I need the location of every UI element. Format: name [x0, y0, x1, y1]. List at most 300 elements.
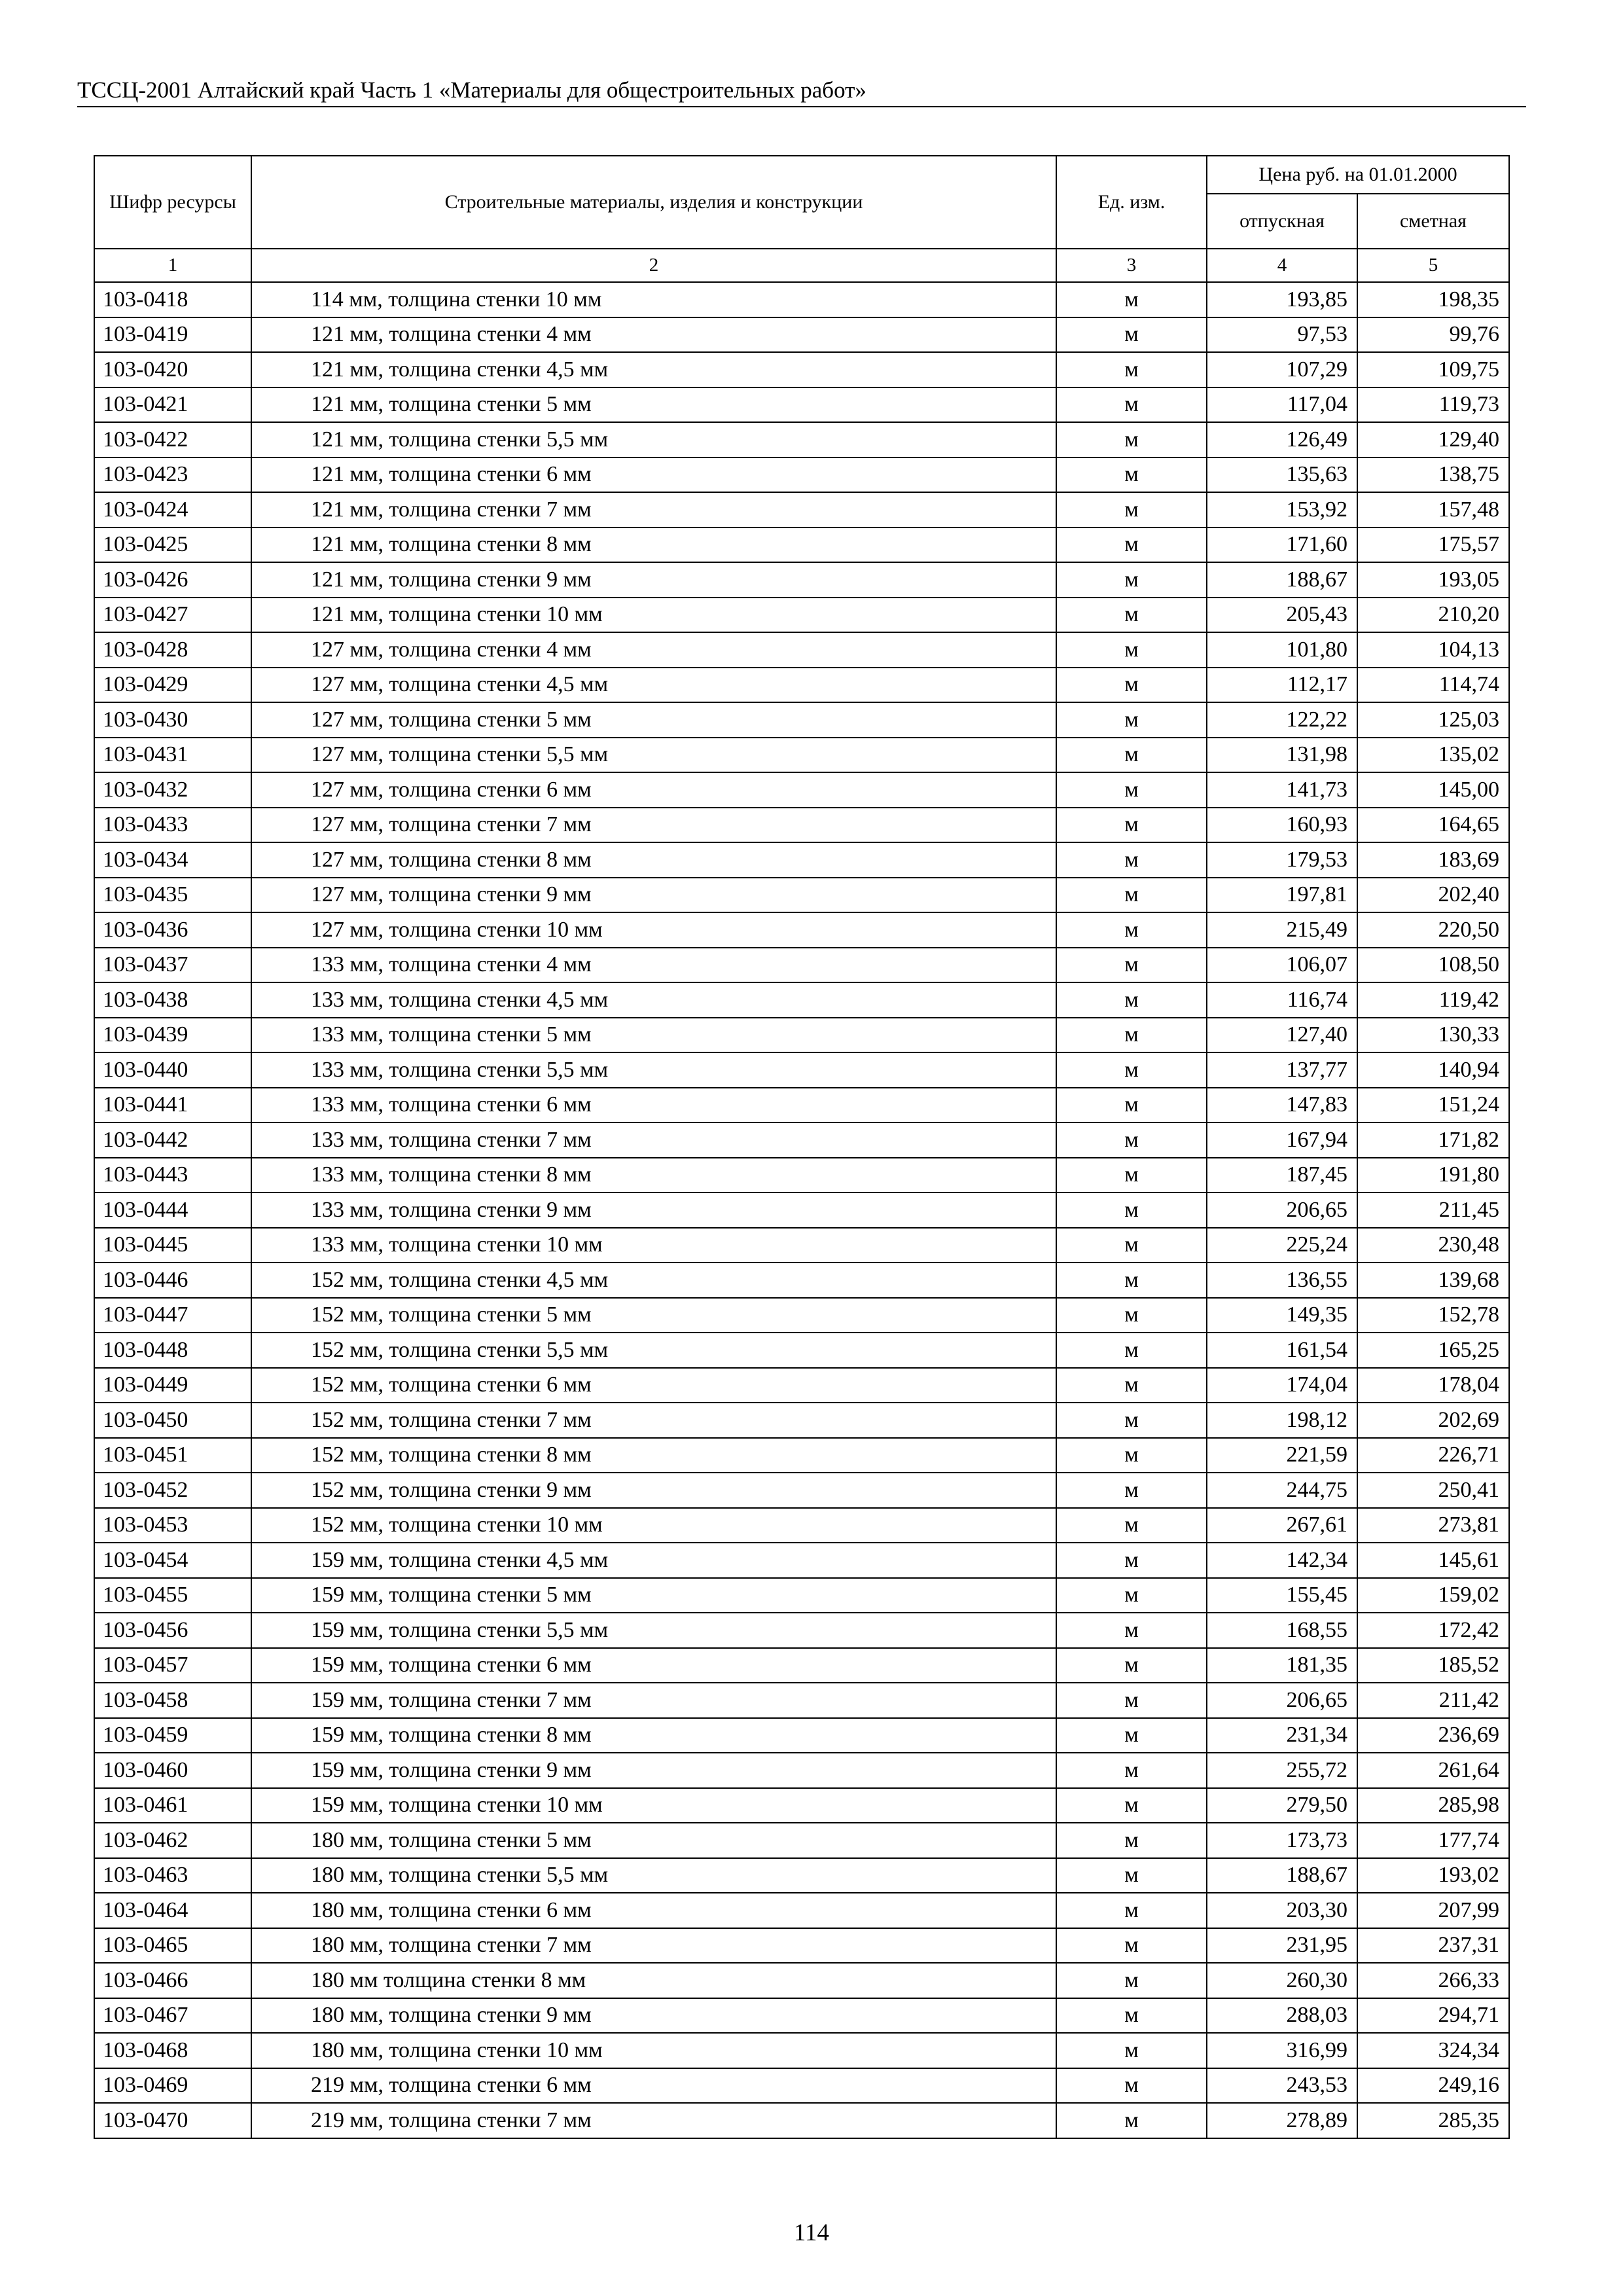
- resource-code: 103-0427: [94, 598, 251, 633]
- resource-code: 103-0467: [94, 1998, 251, 2034]
- material-name: 152 мм, толщина стенки 5,5 мм: [251, 1333, 1056, 1368]
- resource-code: 103-0440: [94, 1052, 251, 1088]
- table-row: [94, 772, 1509, 808]
- material-name: 121 мм, толщина стенки 4,5 мм: [251, 352, 1056, 387]
- material-name: 180 мм, толщина стенки 6 мм: [251, 1893, 1056, 1928]
- table-row: [94, 842, 1509, 878]
- unit-cell: м: [1056, 668, 1207, 703]
- release-price: 231,34: [1207, 1718, 1357, 1753]
- resource-code: 103-0426: [94, 562, 251, 598]
- material-name: 152 мм, толщина стенки 9 мм: [251, 1473, 1056, 1508]
- material-name: 133 мм, толщина стенки 5 мм: [251, 1018, 1056, 1053]
- unit-cell: м: [1056, 1438, 1207, 1473]
- header-price-group: Цена руб. на 01.01.2000: [1207, 156, 1509, 194]
- header-unit: Ед. изм.: [1056, 156, 1207, 249]
- estimate-price: 207,99: [1357, 1893, 1509, 1928]
- release-price: 181,35: [1207, 1648, 1357, 1683]
- material-name: 127 мм, толщина стенки 4 мм: [251, 632, 1056, 668]
- table-row: [94, 632, 1509, 668]
- estimate-price: 108,50: [1357, 948, 1509, 983]
- estimate-price: 202,69: [1357, 1403, 1509, 1438]
- material-name: 152 мм, толщина стенки 4,5 мм: [251, 1263, 1056, 1298]
- material-name: 133 мм, толщина стенки 8 мм: [251, 1158, 1056, 1193]
- unit-cell: м: [1056, 702, 1207, 738]
- release-price: 155,45: [1207, 1578, 1357, 1613]
- release-price: 97,53: [1207, 317, 1357, 353]
- estimate-price: 178,04: [1357, 1368, 1509, 1403]
- table-row: [94, 1473, 1509, 1508]
- estimate-price: 135,02: [1357, 738, 1509, 773]
- estimate-price: 226,71: [1357, 1438, 1509, 1473]
- estimate-price: 294,71: [1357, 1998, 1509, 2034]
- unit-cell: м: [1056, 1823, 1207, 1858]
- table-row: [94, 1508, 1509, 1543]
- release-price: 215,49: [1207, 912, 1357, 948]
- table-row: [94, 317, 1509, 353]
- table-row: [94, 982, 1509, 1018]
- unit-cell: м: [1056, 1683, 1207, 1718]
- table-row: [94, 528, 1509, 563]
- resource-code: 103-0466: [94, 1963, 251, 1998]
- unit-cell: м: [1056, 1648, 1207, 1683]
- release-price: 206,65: [1207, 1683, 1357, 1718]
- estimate-price: 273,81: [1357, 1508, 1509, 1543]
- table-row: [94, 1052, 1509, 1088]
- resource-code: 103-0448: [94, 1333, 251, 1368]
- resource-code: 103-0449: [94, 1368, 251, 1403]
- release-price: 126,49: [1207, 422, 1357, 457]
- table-row: [94, 1263, 1509, 1298]
- release-price: 193,85: [1207, 282, 1357, 317]
- column-number: 1: [94, 249, 251, 282]
- estimate-price: 125,03: [1357, 702, 1509, 738]
- estimate-price: 183,69: [1357, 842, 1509, 878]
- unit-cell: м: [1056, 457, 1207, 493]
- resource-code: 103-0457: [94, 1648, 251, 1683]
- table-row: [94, 1963, 1509, 1998]
- estimate-price: 139,68: [1357, 1263, 1509, 1298]
- release-price: 316,99: [1207, 2033, 1357, 2068]
- release-price: 221,59: [1207, 1438, 1357, 1473]
- resource-code: 103-0439: [94, 1018, 251, 1053]
- release-price: 231,95: [1207, 1928, 1357, 1964]
- table-row: [94, 702, 1509, 738]
- unit-cell: м: [1056, 1788, 1207, 1823]
- resource-code: 103-0460: [94, 1753, 251, 1788]
- resource-code: 103-0429: [94, 668, 251, 703]
- unit-cell: м: [1056, 1088, 1207, 1123]
- material-name: 219 мм, толщина стенки 7 мм: [251, 2103, 1056, 2138]
- release-price: 135,63: [1207, 457, 1357, 493]
- unit-cell: м: [1056, 422, 1207, 457]
- table-row: [94, 808, 1509, 843]
- resource-code: 103-0455: [94, 1578, 251, 1613]
- resource-code: 103-0470: [94, 2103, 251, 2138]
- release-price: 278,89: [1207, 2103, 1357, 2138]
- estimate-price: 191,80: [1357, 1158, 1509, 1193]
- estimate-price: 140,94: [1357, 1052, 1509, 1088]
- table-row: [94, 1088, 1509, 1123]
- resource-code: 103-0434: [94, 842, 251, 878]
- resource-code: 103-0456: [94, 1613, 251, 1648]
- material-name: 121 мм, толщина стенки 8 мм: [251, 528, 1056, 563]
- estimate-price: 220,50: [1357, 912, 1509, 948]
- material-name: 159 мм, толщина стенки 5,5 мм: [251, 1613, 1056, 1648]
- release-price: 279,50: [1207, 1788, 1357, 1823]
- table-row: [94, 1193, 1509, 1228]
- unit-cell: м: [1056, 1122, 1207, 1158]
- estimate-price: 164,65: [1357, 808, 1509, 843]
- estimate-price: 130,33: [1357, 1018, 1509, 1053]
- unit-cell: м: [1056, 1928, 1207, 1964]
- estimate-price: 210,20: [1357, 598, 1509, 633]
- page-number: 114: [793, 2219, 830, 2246]
- resource-code: 103-0441: [94, 1088, 251, 1123]
- release-price: 173,73: [1207, 1823, 1357, 1858]
- resource-code: 103-0431: [94, 738, 251, 773]
- table-body: [94, 282, 1509, 2138]
- material-name: 159 мм, толщина стенки 10 мм: [251, 1788, 1056, 1823]
- material-name: 121 мм, толщина стенки 10 мм: [251, 598, 1056, 633]
- estimate-price: 250,41: [1357, 1473, 1509, 1508]
- resource-code: 103-0419: [94, 317, 251, 353]
- resource-code: 103-0433: [94, 808, 251, 843]
- unit-cell: м: [1056, 1018, 1207, 1053]
- estimate-price: 177,74: [1357, 1823, 1509, 1858]
- material-name: 133 мм, толщина стенки 9 мм: [251, 1193, 1056, 1228]
- table-row: [94, 668, 1509, 703]
- unit-cell: м: [1056, 528, 1207, 563]
- table-row: [94, 1893, 1509, 1928]
- resource-code: 103-0445: [94, 1228, 251, 1263]
- estimate-price: 151,24: [1357, 1088, 1509, 1123]
- resource-code: 103-0423: [94, 457, 251, 493]
- table-row: [94, 598, 1509, 633]
- material-name: 219 мм, толщина стенки 6 мм: [251, 2068, 1056, 2104]
- resource-code: 103-0469: [94, 2068, 251, 2104]
- unit-cell: м: [1056, 317, 1207, 353]
- estimate-price: 165,25: [1357, 1333, 1509, 1368]
- material-name: 152 мм, толщина стенки 8 мм: [251, 1438, 1056, 1473]
- material-name: 127 мм, толщина стенки 6 мм: [251, 772, 1056, 808]
- release-price: 188,67: [1207, 1858, 1357, 1893]
- material-name: 121 мм, толщина стенки 4 мм: [251, 317, 1056, 353]
- unit-cell: м: [1056, 878, 1207, 913]
- release-price: 188,67: [1207, 562, 1357, 598]
- unit-cell: м: [1056, 808, 1207, 843]
- release-price: 243,53: [1207, 2068, 1357, 2104]
- resource-code: 103-0464: [94, 1893, 251, 1928]
- unit-cell: м: [1056, 1368, 1207, 1403]
- material-name: 152 мм, толщина стенки 5 мм: [251, 1298, 1056, 1333]
- estimate-price: 172,42: [1357, 1613, 1509, 1648]
- resource-code: 103-0451: [94, 1438, 251, 1473]
- material-name: 121 мм, толщина стенки 7 мм: [251, 492, 1056, 528]
- estimate-price: 145,61: [1357, 1543, 1509, 1578]
- release-price: 244,75: [1207, 1473, 1357, 1508]
- estimate-price: 129,40: [1357, 422, 1509, 457]
- release-price: 167,94: [1207, 1122, 1357, 1158]
- column-number: 5: [1357, 249, 1509, 282]
- table-row: [94, 1718, 1509, 1753]
- resource-code: 103-0447: [94, 1298, 251, 1333]
- material-name: 180 мм, толщина стенки 10 мм: [251, 2033, 1056, 2068]
- estimate-price: 249,16: [1357, 2068, 1509, 2104]
- release-price: 101,80: [1207, 632, 1357, 668]
- unit-cell: м: [1056, 1613, 1207, 1648]
- unit-cell: м: [1056, 912, 1207, 948]
- header-price-release: отпускная: [1207, 194, 1357, 249]
- table-row: [94, 1158, 1509, 1193]
- column-number-row: [94, 249, 1509, 282]
- release-price: 206,65: [1207, 1193, 1357, 1228]
- table-row: [94, 948, 1509, 983]
- table-row: [94, 2068, 1509, 2104]
- material-name: 152 мм, толщина стенки 10 мм: [251, 1508, 1056, 1543]
- material-name: 133 мм, толщина стенки 5,5 мм: [251, 1052, 1056, 1088]
- release-price: 187,45: [1207, 1158, 1357, 1193]
- resource-code: 103-0437: [94, 948, 251, 983]
- material-name: 133 мм, толщина стенки 4,5 мм: [251, 982, 1056, 1018]
- release-price: 153,92: [1207, 492, 1357, 528]
- header-name: Строительные материалы, изделия и конструкции: [251, 156, 1056, 249]
- table-row: [94, 387, 1509, 423]
- price-table: [94, 155, 1510, 2139]
- resource-code: 103-0424: [94, 492, 251, 528]
- table-row: [94, 1998, 1509, 2034]
- unit-cell: м: [1056, 1578, 1207, 1613]
- resource-code: 103-0430: [94, 702, 251, 738]
- estimate-price: 230,48: [1357, 1228, 1509, 1263]
- estimate-price: 193,05: [1357, 562, 1509, 598]
- unit-cell: м: [1056, 948, 1207, 983]
- estimate-price: 193,02: [1357, 1858, 1509, 1893]
- table-row: [94, 282, 1509, 317]
- release-price: 255,72: [1207, 1753, 1357, 1788]
- unit-cell: м: [1056, 772, 1207, 808]
- unit-cell: м: [1056, 387, 1207, 423]
- table-row: [94, 878, 1509, 913]
- estimate-price: 202,40: [1357, 878, 1509, 913]
- table-row: [94, 492, 1509, 528]
- material-name: 180 мм, толщина стенки 5 мм: [251, 1823, 1056, 1858]
- unit-cell: м: [1056, 632, 1207, 668]
- estimate-price: 236,69: [1357, 1718, 1509, 1753]
- estimate-price: 175,57: [1357, 528, 1509, 563]
- estimate-price: 324,34: [1357, 2033, 1509, 2068]
- resource-code: 103-0428: [94, 632, 251, 668]
- resource-code: 103-0453: [94, 1508, 251, 1543]
- table-row: [94, 1403, 1509, 1438]
- estimate-price: 145,00: [1357, 772, 1509, 808]
- table-row: [94, 457, 1509, 493]
- unit-cell: м: [1056, 562, 1207, 598]
- unit-cell: м: [1056, 1718, 1207, 1753]
- table-row: [94, 1648, 1509, 1683]
- release-price: 116,74: [1207, 982, 1357, 1018]
- material-name: 159 мм, толщина стенки 6 мм: [251, 1648, 1056, 1683]
- unit-cell: м: [1056, 598, 1207, 633]
- unit-cell: м: [1056, 1543, 1207, 1578]
- estimate-price: 211,45: [1357, 1193, 1509, 1228]
- table-row: [94, 352, 1509, 387]
- header-code: Шифр ресурсы: [94, 156, 251, 249]
- unit-cell: м: [1056, 2033, 1207, 2068]
- estimate-price: 157,48: [1357, 492, 1509, 528]
- material-name: 133 мм, толщина стенки 7 мм: [251, 1122, 1056, 1158]
- resource-code: 103-0454: [94, 1543, 251, 1578]
- resource-code: 103-0421: [94, 387, 251, 423]
- unit-cell: м: [1056, 1963, 1207, 1998]
- table-row: [94, 1928, 1509, 1964]
- estimate-price: 152,78: [1357, 1298, 1509, 1333]
- resource-code: 103-0444: [94, 1193, 251, 1228]
- resource-code: 103-0462: [94, 1823, 251, 1858]
- unit-cell: м: [1056, 282, 1207, 317]
- resource-code: 103-0432: [94, 772, 251, 808]
- resource-code: 103-0450: [94, 1403, 251, 1438]
- material-name: 180 мм, толщина стенки 5,5 мм: [251, 1858, 1056, 1893]
- material-name: 121 мм, толщина стенки 5 мм: [251, 387, 1056, 423]
- table-row: [94, 1438, 1509, 1473]
- release-price: 160,93: [1207, 808, 1357, 843]
- material-name: 159 мм, толщина стенки 8 мм: [251, 1718, 1056, 1753]
- material-name: 127 мм, толщина стенки 5,5 мм: [251, 738, 1056, 773]
- table-row: [94, 1122, 1509, 1158]
- estimate-price: 198,35: [1357, 282, 1509, 317]
- release-price: 141,73: [1207, 772, 1357, 808]
- release-price: 112,17: [1207, 668, 1357, 703]
- table-row: [94, 912, 1509, 948]
- release-price: 107,29: [1207, 352, 1357, 387]
- resource-code: 103-0435: [94, 878, 251, 913]
- material-name: 114 мм, толщина стенки 10 мм: [251, 282, 1056, 317]
- resource-code: 103-0446: [94, 1263, 251, 1298]
- release-price: 137,77: [1207, 1052, 1357, 1088]
- material-name: 127 мм, толщина стенки 8 мм: [251, 842, 1056, 878]
- release-price: 179,53: [1207, 842, 1357, 878]
- estimate-price: 266,33: [1357, 1963, 1509, 1998]
- resource-code: 103-0463: [94, 1858, 251, 1893]
- release-price: 161,54: [1207, 1333, 1357, 1368]
- material-name: 152 мм, толщина стенки 6 мм: [251, 1368, 1056, 1403]
- release-price: 288,03: [1207, 1998, 1357, 2034]
- unit-cell: м: [1056, 1998, 1207, 2034]
- release-price: 197,81: [1207, 878, 1357, 913]
- column-number: 3: [1056, 249, 1207, 282]
- release-price: 174,04: [1207, 1368, 1357, 1403]
- material-name: 127 мм, толщина стенки 5 мм: [251, 702, 1056, 738]
- material-name: 159 мм, толщина стенки 9 мм: [251, 1753, 1056, 1788]
- resource-code: 103-0438: [94, 982, 251, 1018]
- table-row: [94, 422, 1509, 457]
- material-name: 127 мм, толщина стенки 4,5 мм: [251, 668, 1056, 703]
- table-row: [94, 1858, 1509, 1893]
- unit-cell: м: [1056, 1753, 1207, 1788]
- release-price: 142,34: [1207, 1543, 1357, 1578]
- unit-cell: м: [1056, 1508, 1207, 1543]
- estimate-price: 237,31: [1357, 1928, 1509, 1964]
- unit-cell: м: [1056, 1263, 1207, 1298]
- estimate-price: 109,75: [1357, 352, 1509, 387]
- table-row: [94, 2033, 1509, 2068]
- unit-cell: м: [1056, 1858, 1207, 1893]
- estimate-price: 261,64: [1357, 1753, 1509, 1788]
- table-row: [94, 1613, 1509, 1648]
- unit-cell: м: [1056, 1403, 1207, 1438]
- unit-cell: м: [1056, 1298, 1207, 1333]
- resource-code: 103-0461: [94, 1788, 251, 1823]
- unit-cell: м: [1056, 1333, 1207, 1368]
- table-row: [94, 1018, 1509, 1053]
- unit-cell: м: [1056, 1893, 1207, 1928]
- table-row: [94, 1788, 1509, 1823]
- unit-cell: м: [1056, 982, 1207, 1018]
- resource-code: 103-0422: [94, 422, 251, 457]
- material-name: 180 мм толщина стенки 8 мм: [251, 1963, 1056, 1998]
- release-price: 131,98: [1207, 738, 1357, 773]
- estimate-price: 211,42: [1357, 1683, 1509, 1718]
- unit-cell: м: [1056, 1052, 1207, 1088]
- release-price: 106,07: [1207, 948, 1357, 983]
- table-row: [94, 1823, 1509, 1858]
- material-name: 127 мм, толщина стенки 9 мм: [251, 878, 1056, 913]
- material-name: 180 мм, толщина стенки 9 мм: [251, 1998, 1056, 2034]
- unit-cell: м: [1056, 1473, 1207, 1508]
- release-price: 205,43: [1207, 598, 1357, 633]
- estimate-price: 119,42: [1357, 982, 1509, 1018]
- estimate-price: 171,82: [1357, 1122, 1509, 1158]
- material-name: 180 мм, толщина стенки 7 мм: [251, 1928, 1056, 1964]
- material-name: 152 мм, толщина стенки 7 мм: [251, 1403, 1056, 1438]
- release-price: 149,35: [1207, 1298, 1357, 1333]
- unit-cell: м: [1056, 2103, 1207, 2138]
- resource-code: 103-0418: [94, 282, 251, 317]
- unit-cell: м: [1056, 492, 1207, 528]
- material-name: 127 мм, толщина стенки 10 мм: [251, 912, 1056, 948]
- material-name: 159 мм, толщина стенки 5 мм: [251, 1578, 1056, 1613]
- resource-code: 103-0465: [94, 1928, 251, 1964]
- material-name: 133 мм, толщина стенки 10 мм: [251, 1228, 1056, 1263]
- resource-code: 103-0436: [94, 912, 251, 948]
- material-name: 127 мм, толщина стенки 7 мм: [251, 808, 1056, 843]
- resource-code: 103-0468: [94, 2033, 251, 2068]
- estimate-price: 285,35: [1357, 2103, 1509, 2138]
- unit-cell: м: [1056, 1193, 1207, 1228]
- table-row: [94, 1333, 1509, 1368]
- estimate-price: 285,98: [1357, 1788, 1509, 1823]
- table-row: [94, 1228, 1509, 1263]
- document-title: ТССЦ-2001 Алтайский край Часть 1 «Материалы для общестроительных работ»: [77, 77, 866, 103]
- header-price-estimate: сметная: [1357, 194, 1509, 249]
- release-price: 203,30: [1207, 1893, 1357, 1928]
- table-row: [94, 1543, 1509, 1578]
- resource-code: 103-0452: [94, 1473, 251, 1508]
- estimate-price: 185,52: [1357, 1648, 1509, 1683]
- table-row: [94, 1578, 1509, 1613]
- release-price: 127,40: [1207, 1018, 1357, 1053]
- release-price: 147,83: [1207, 1088, 1357, 1123]
- table-row: [94, 738, 1509, 773]
- table-row: [94, 562, 1509, 598]
- release-price: 136,55: [1207, 1263, 1357, 1298]
- estimate-price: 114,74: [1357, 668, 1509, 703]
- page-header: [77, 73, 1526, 107]
- material-name: 121 мм, толщина стенки 9 мм: [251, 562, 1056, 598]
- estimate-price: 119,73: [1357, 387, 1509, 423]
- resource-code: 103-0459: [94, 1718, 251, 1753]
- resource-code: 103-0458: [94, 1683, 251, 1718]
